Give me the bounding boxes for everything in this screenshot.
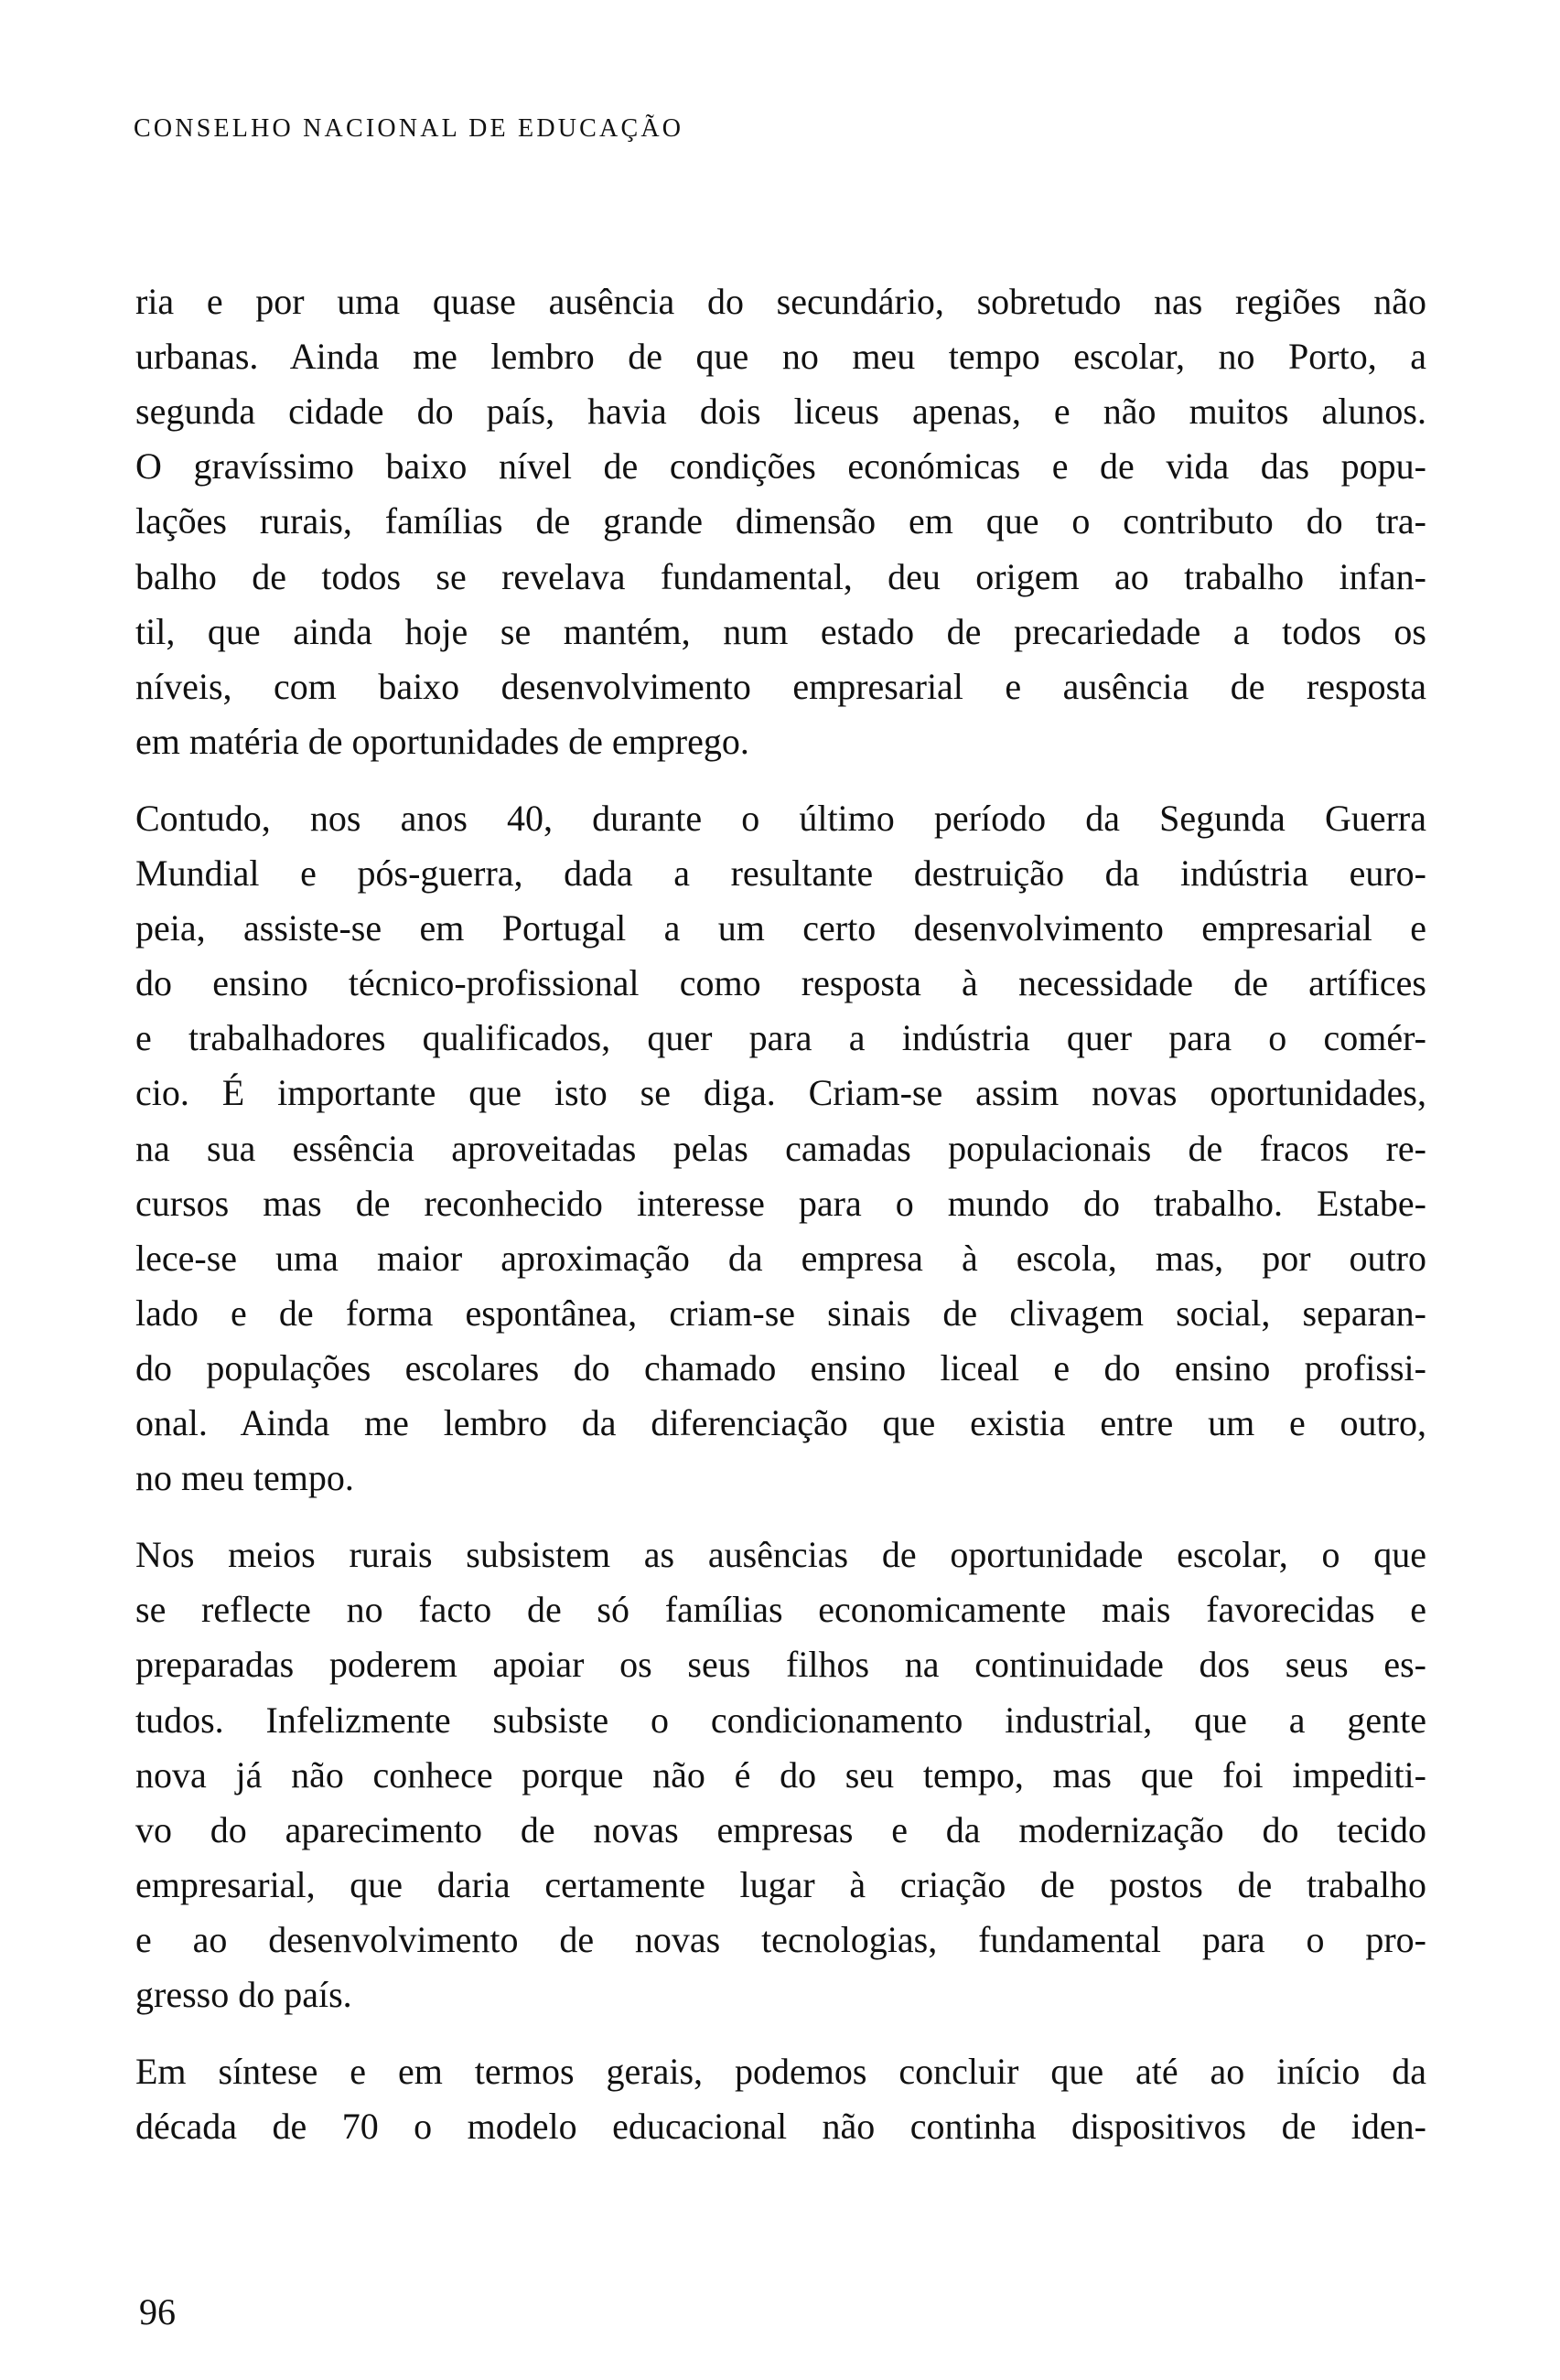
text-line: Mundial e pós-guerra, dada a resultante destruição da indústria euro- (135, 852, 1426, 894)
text-line: til, que ainda hoje se mantém, num estado de precariedade a todos os (135, 610, 1426, 652)
text-line: e ao desenvolvimento de novas tecnologias, fundamental para o pro- (135, 1918, 1426, 1960)
text-line: tudos. Infelizmente subsiste o condicionamento industrial, que a gente (135, 1699, 1426, 1741)
text-line: vo do aparecimento de novas empresas e da modernização do tecido (135, 1808, 1426, 1850)
text-line: no meu tempo. (135, 1457, 354, 1499)
text-line: lece-se uma maior aproximação da empresa à escola, mas, por outro (135, 1237, 1426, 1279)
text-line: Em síntese e em termos gerais, podemos concluir que até ao início da (135, 2051, 1426, 2093)
text-line: onal. Ainda me lembro da diferenciação que existia entre um e outro, (135, 1402, 1426, 1443)
text-line: do populações escolares do chamado ensino liceal e do ensino profissi- (135, 1346, 1426, 1388)
text-line: níveis, com baixo desenvolvimento empresarial e ausência de resposta (135, 665, 1426, 707)
text-line: preparadas poderem apoiar os seus filhos na continuidade dos seus es- (135, 1644, 1426, 1686)
text-line: lado e de forma espontânea, criam-se sinais de clivagem social, separan- (135, 1292, 1426, 1334)
text-line: em matéria de oportunidades de emprego. (135, 720, 749, 762)
text-line: lações rurais, famílias de grande dimensão em que o contributo do tra- (135, 500, 1426, 542)
text-line: se reflecte no facto de só famílias economicamente mais favorecidas e (135, 1589, 1426, 1631)
text-line: empresarial, que daria certamente lugar à criação de postos de trabalho (135, 1863, 1426, 1905)
running-header: CONSELHO NACIONAL DE EDUCAÇÃO (134, 114, 684, 143)
text-line: gresso do país. (135, 1974, 352, 2015)
text-line: cursos mas de reconhecido interesse para o mundo do trabalho. Estabe- (135, 1182, 1426, 1224)
text-line: peia, assiste-se em Portugal a um certo desenvolvimento empresarial e (135, 907, 1426, 949)
text-line: ria e por uma quase ausência do secundário, sobretudo nas regiões não (135, 281, 1426, 322)
text-line: O gravíssimo baixo nível de condições económicas e de vida das popu- (135, 445, 1426, 488)
text-line: década de 70 o modelo educacional não continha dispositivos de iden- (135, 2106, 1426, 2148)
text-line: balho de todos se revelava fundamental, deu origem ao trabalho infan- (135, 555, 1426, 597)
text-line: Nos meios rurais subsistem as ausências de oportunidade escolar, o que (135, 1534, 1426, 1576)
text-line: e trabalhadores qualificados, quer para a indústria quer para o comér- (135, 1017, 1426, 1059)
text-line: cio. É importante que isto se diga. Criam-se assim novas oportunidades, (135, 1072, 1426, 1114)
text-line: Contudo, nos anos 40, durante o último período da Segunda Guerra (135, 797, 1426, 839)
page-number: 96 (139, 2291, 176, 2332)
text-line: urbanas. Ainda me lembro de que no meu tempo escolar, no Porto, a (135, 336, 1426, 378)
text-line: segunda cidade do país, havia dois liceus apenas, e não muitos alunos. (135, 391, 1426, 433)
text-line: na sua essência aproveitadas pelas camadas populacionais de fracos re- (135, 1127, 1426, 1169)
text-line: nova já não conhece porque não é do seu tempo, mas que foi impediti- (135, 1753, 1426, 1796)
text-line: do ensino técnico-profissional como resposta à necessidade de artífices (135, 962, 1426, 1004)
